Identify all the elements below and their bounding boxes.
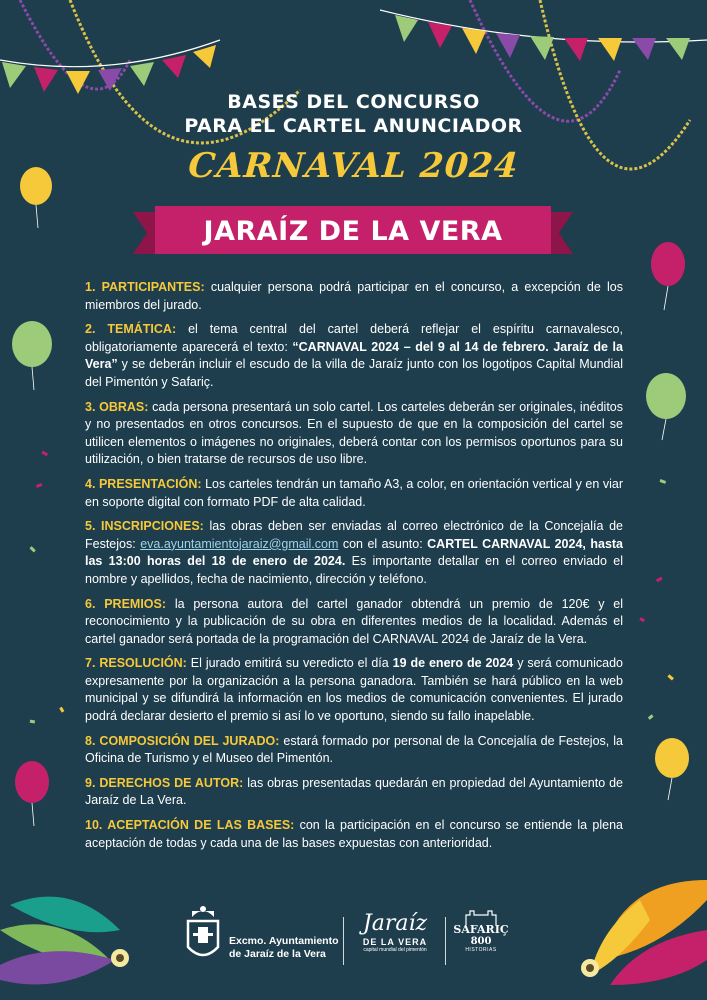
section-derechos (85, 775, 623, 810)
section-jurado (85, 733, 623, 768)
banner-text: JARAÍZ DE LA VERA (203, 216, 503, 247)
section-title: 10. ACEPTACIÓN DE LAS BASES: (85, 818, 295, 833)
section-body: con la participación en el concurso se entiende la plena aceptación de todas y cada una de las bases expuestas con anterioridad. (85, 818, 623, 850)
safaric-historias: HISTORIAS (465, 947, 497, 953)
section-title: 8. COMPOSICIÓN DEL JURADO: (85, 733, 280, 748)
jaraiz-logo (352, 911, 438, 973)
required-text: “CARNAVAL 2024 – del 9 al 14 de febrero. Jaraíz de la Vera” (85, 339, 623, 372)
safaric-logo (452, 909, 510, 971)
ayto-line-2: de Jaraíz de la Vera (229, 948, 326, 960)
section-body: con el asunto: (338, 536, 428, 551)
verdict-date: 19 de enero de 2024 (392, 656, 514, 671)
email-link[interactable]: eva.ayuntamientojaraiz@gmail.com (140, 536, 339, 551)
section-participantes (85, 279, 623, 314)
safaric-name: SAFARIÇ (453, 923, 509, 936)
footer-logos (0, 895, 707, 1000)
logo-divider (343, 917, 344, 965)
section-body: Los carteles tendrán un tamaño A3, a color, en orientación vertical y en viar en soporte digital con formato PDF de alta calidad. (85, 476, 623, 509)
section-title: 1. PARTICIPANTES: (85, 280, 205, 294)
section-title: 9. DERECHOS DE AUTOR: (85, 775, 244, 790)
section-body: y se deberán incluir el escudo de la villa de Jaraíz junto con los logotipos Capital Mundial del Pimentón y Safariç. (85, 357, 623, 389)
section-tematica (85, 321, 623, 391)
section-body: cualquier persona podrá participar en el concurso, a excepción de los miembros del jurado. (85, 280, 623, 312)
ayto-line-1: Excmo. Ayuntamiento (229, 935, 339, 947)
section-aceptacion (85, 817, 623, 852)
section-body: cada persona presentará un solo cartel. Los carteles deberán ser originales, inéditos y no presentados en otros concursos. En el supuesto de que en la composición del cartel se utilicen elementos o imágenes no originales, deberá contar con los permisos oportunos para su utilización, o bien tratarse de recursos de uso libre. (85, 399, 624, 467)
jaraiz-logo-main: Jaraíz (362, 911, 428, 936)
section-body: estará formado por personal de la Concejalía de Festejos, la Oficina de Turismo y el Museo del Pimentón. (85, 733, 623, 766)
ayuntamiento-label (229, 935, 339, 961)
section-title: 2. TEMÁTICA: (85, 322, 177, 337)
section-body: y será comunicado expresamente por la organización a la persona ganadora. También se hará público en la web municipal y se difundirá la información en los medios de comunicación convenientes. El jurado podrá declarar desierto el premio si así lo ve oportuno, siendo su fallo inapelable. (85, 656, 623, 724)
safaric-800: 800 (470, 936, 492, 947)
section-body: el tema central del cartel deberá reflejar el espíritu carnavalesco, obligatoriamente aparecerá el texto: (85, 322, 623, 354)
carnival-title: CARNAVAL 2024 (187, 146, 520, 186)
section-body: El jurado emitirá su veredicto el día (186, 656, 393, 671)
logo-divider (445, 917, 446, 965)
section-inscripciones (85, 518, 623, 588)
contest-rules (85, 279, 623, 859)
section-resolucion (85, 655, 623, 725)
section-body: la persona autora del cartel ganador obtendrá un premio de 120€ y el reconocimiento y la publicación de su obra en diferentes medios de la localidad. Además el cartel ganador será portada de la programación del CARNAVAL 2024 de Jaraíz de la Vera. (85, 596, 623, 646)
deadline-text: CARTEL CARNAVAL 2024, hasta las 13:00 horas del 18 de enero de 2024. (85, 536, 624, 569)
section-body: Es importante detallar en el correo enviado el nombre y apellidos, fecha de nacimiento, dirección y teléfono. (85, 554, 623, 586)
header-line-2: PARA EL CARTEL ANUNCIADOR (184, 115, 523, 137)
section-body: las obras presentadas quedarán en propiedad del Ayuntamiento de Jaraíz de La Vera. (85, 775, 623, 808)
town-crest-icon (184, 903, 222, 965)
jaraiz-logo-tagline: capital mundial del pimentón (363, 947, 427, 953)
section-title: 5. INSCRIPCIONES: (85, 519, 204, 534)
section-presentacion (85, 476, 623, 511)
section-title: 7. RESOLUCIÓN: (85, 656, 187, 671)
castle-icon (452, 909, 510, 925)
poster-header (0, 90, 707, 186)
section-obras (85, 399, 623, 469)
section-title: 6. PREMIOS: (85, 596, 167, 611)
section-title: 3. OBRAS: (85, 399, 149, 414)
header-line-1: BASES DEL CONCURSO (227, 91, 480, 113)
town-banner (133, 204, 573, 260)
section-body: las obras deben ser enviadas al correo electrónico de la Concejalía de Festejos: (85, 519, 623, 551)
section-title: 4. PRESENTACIÓN: (85, 476, 202, 491)
jaraiz-logo-sub: DE LA VERA (362, 937, 428, 947)
section-premios (85, 596, 623, 649)
